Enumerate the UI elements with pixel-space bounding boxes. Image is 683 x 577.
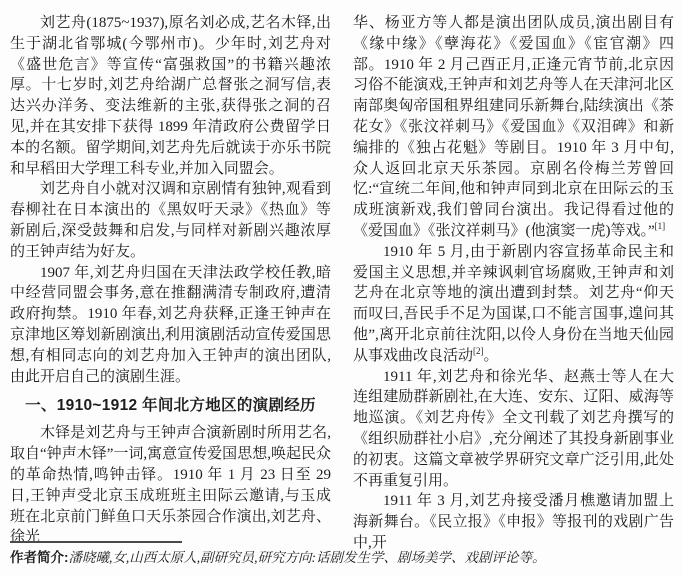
paragraph-1911-liqun-troupe: 1911 年,刘艺舟和徐光华、赵燕士等人在大连组建励群新剧社,在大连、安东、辽阳、威海等地巡演。《刘艺舟传》全文刊载了刘艺舟撰写的《组织励群社小启》,充分阐述了其投身新剧事业的初衷。这篇文章被学界研究文章广泛引用,此处不再重复引用。: [353, 368, 674, 489]
left-column: [10, 13, 331, 554]
citation-ref-2: [2]: [473, 345, 484, 356]
paragraph-drama-interest: 刘艺舟自小就对汉调和京剧情有独钟,观看到春柳社在日本演出的《黑奴吁天录》《热血》等新剧后,深受鼓舞和启发,与同样对新剧兴趣浓厚的王钟声结为好友。: [10, 181, 331, 260]
right-column: [353, 13, 674, 554]
paragraph-biography: 刘艺舟(1875~1937),原名刘必成,艺名木铎,出生于湖北省鄂城(今鄂州市)。少年时,刘艺舟对《盛世危言》等宣传“富强救国”的书籍兴趣浓厚。十七岁时,刘艺舟给湖广总督张之洞写信,表达兴办洋务、变法维新的主张,获得张之洞的召见,并在其安排下获得 1899 年清政府公费留学日本的名额。留学期间,刘艺舟先后就读于亦乐书院和早稻田大学理工科专业,并加入同盟会。: [10, 15, 331, 177]
paragraph-1907-return: 1907 年,刘艺舟归国在天津法政学校任教,暗中经营同盟会事务,意在推翻满清专制政府,遭清政府拘禁。1910 年春,刘艺舟获释,正逢王钟声在京津地区筹划新剧演出,利用演剧活动宣传爱国思想,有相同志向的刘艺舟加入王钟声的演出团队,由此开启自己的演剧生涯。: [10, 264, 331, 385]
paragraph-1910-ban: [353, 242, 674, 367]
footnote-area: [10, 541, 675, 566]
paragraph-1911-shanghai: 1911 年 3 月,刘艺舟接受潘月樵邀请加盟上海新舞台。《民立报》《申报》等报刊的戏剧广告中,开: [353, 493, 674, 551]
paragraph-text: 1910 年 5 月,由于新剧内容宣扬革命民主和爱国主义思想,并辛辣讽刺官场腐败,王钟声和刘艺舟在北京等地的演出遭到封禁。刘艺舟“仰天而叹曰,吾民手不足为国谋,口不能言国事,遑问其他”,离开北京前往沈阳,以伶人身份在当地天仙园从事戏曲改良活动: [353, 243, 674, 364]
paragraph-text: 华、杨亚方等人都是演出团队成员,演出剧目有《缘中缘》《孽海花》《爱国血》《宦官潮》四部。1910 年 2 月己酉正月,正逢元宵节前,北京因习俗不能演戏,王钟声和刘艺舟等人在天津河北区南部奥匈帝国租界组建同乐新舞台,陆续演出《茶花女》《张汶祥刺马》《爱国血》《双泪碑》和新编排的《独占花魁》等剧目。1910 年 3 月中旬,众人返回北京天乐茶园。京剧名伶梅兰芳曾回忆:“宣统二年间,他和钟声同到北京在田际云的玉成班演新戏,我们曾同台演出。我记得看过他的《爱国血》《张汶祥刺马》(他演窦一虎)等戏。”: [353, 15, 674, 239]
paragraph-muduo-stagename: 木铎是刘艺舟与王钟声合演新剧时所用艺名,取自“钟声木铎”一词,寓意宣传爱国思想,唤起民众的革命热情,鸣钟击铎。1910 年 1 月 23 日至 29 日,王钟声受北京玉成班班主田际云邀请,与玉成班在北京前门鲜鱼口天乐茶园合作演出,刘艺舟、徐光: [10, 425, 331, 546]
two-column-layout: [10, 13, 675, 554]
author-bio-footnote: [10, 549, 675, 566]
section-heading: 一、1910~1912 年间北方地区的演剧经历: [25, 397, 316, 415]
paragraph-1910-performances: [353, 13, 674, 242]
paragraph-text-tail: 。: [483, 347, 499, 364]
author-bio-label: 作者简介:: [10, 550, 69, 565]
citation-ref-1: [1]: [654, 220, 666, 231]
author-bio-text: 潘晓曦,女,山西太原人,副研究员,研究方向:话剧发生学、剧场美学、戏剧评论等。: [68, 550, 546, 565]
footnote-separator-line: [10, 541, 182, 543]
